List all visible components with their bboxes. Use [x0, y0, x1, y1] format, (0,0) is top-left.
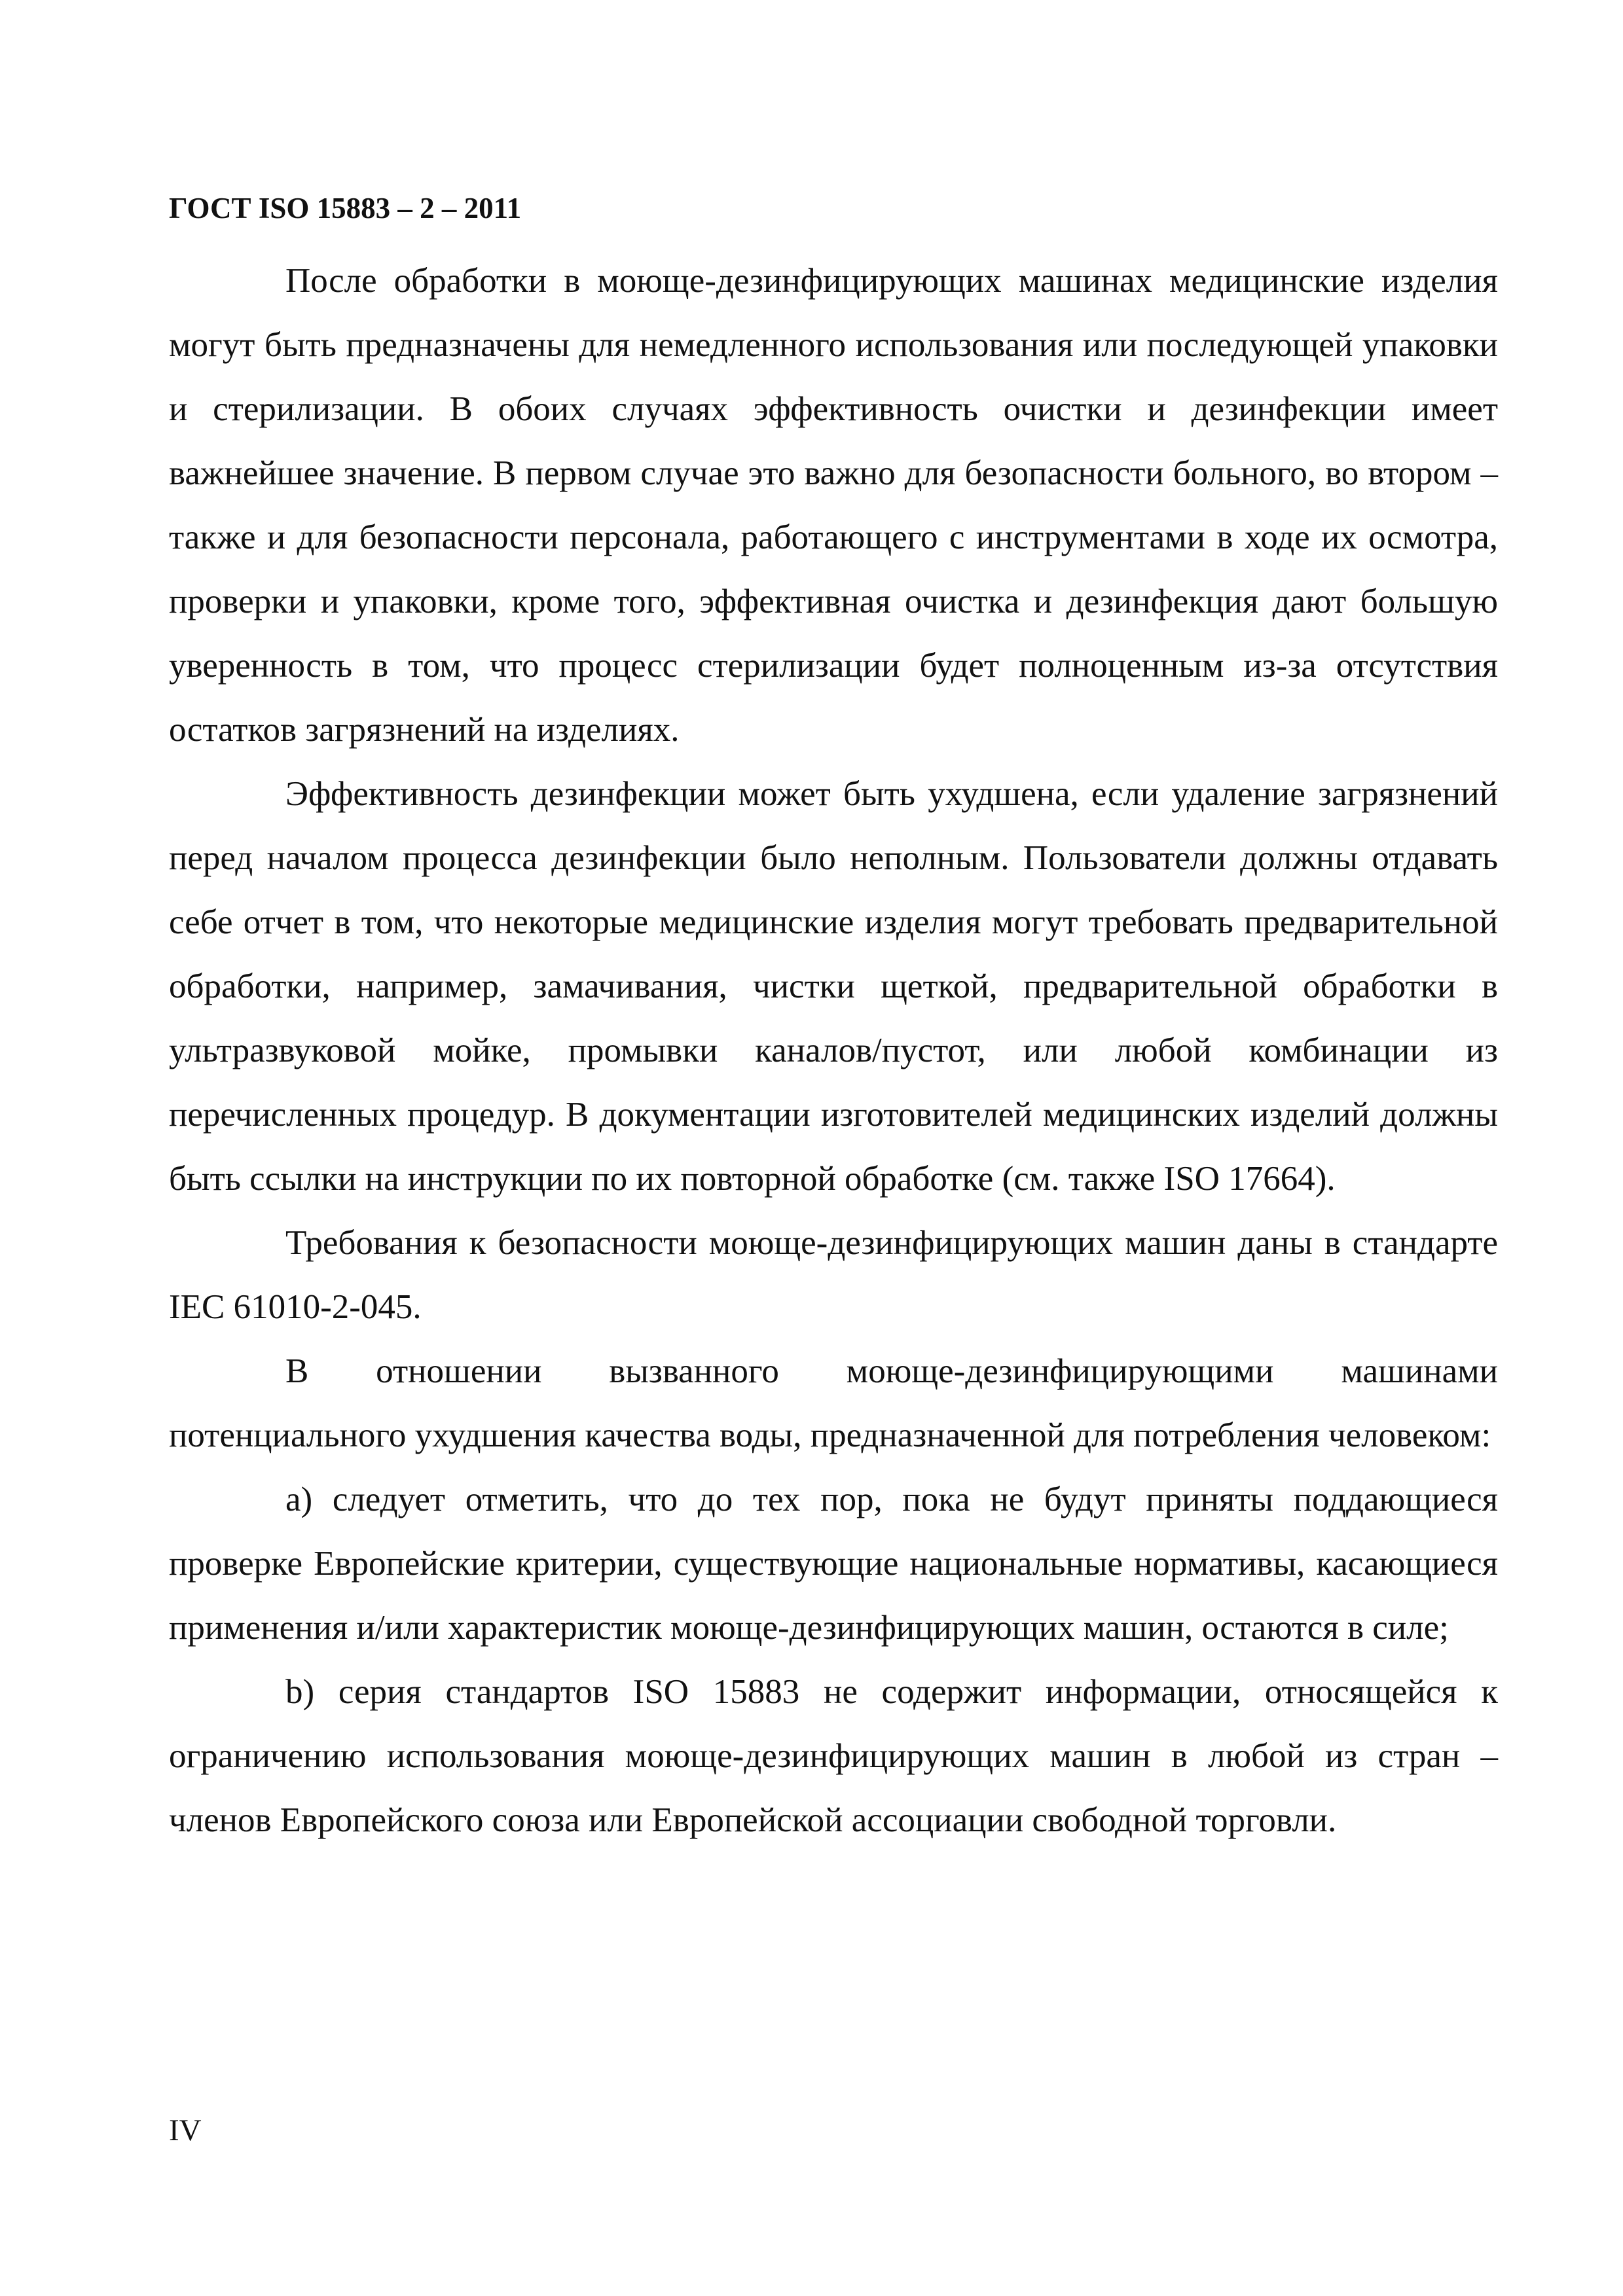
paragraph-safety-requirements: Требования к безопасности моюще-дезинфицирующих машин даны в стандарте IEC 61010-2-045. — [169, 1224, 1498, 1326]
standard-header: ГОСТ ISO 15883 – 2 – 2011 — [169, 192, 522, 224]
document-body — [169, 249, 1498, 1852]
list-item-b: b) серия стандартов ISO 15883 не содержит информации, относящейся к ограничению использования моюще-дезинфицирующих машин в любой из стран – членов Европейского союза или Европейской ассоциации свободной торговли. — [169, 1673, 1498, 1839]
list-item-a: а) следует отметить, что до тех пор, пока не будут приняты поддающиеся проверке Европейские критерии, существующие национальные нормативы, касающиеся применения и/или характеристик моюще-дезинфицирующих машин, остаются в силе; — [169, 1480, 1498, 1647]
paragraph-water-quality: В отношении вызванного моюще-дезинфицирующими машинами потенциального ухудшения качества воды, предназначенной для потребления человеком: — [169, 1352, 1498, 1454]
page-number: IV — [169, 2113, 202, 2147]
paragraph-disinfection-efficiency: Эффективность дезинфекции может быть ухудшена, если удаление загрязнений перед началом процесса дезинфекции было неполным. Пользователи должны отдавать себе отчет в том, что некоторые медицинские изделия могут требовать предварительной обработки, например, замачивания, чистки щеткой, предварительной обработки в ультразвуковой мойке, промывки каналов/пустот, или любой комбинации из перечисленных процедур. В документации изготовителей медицинских изделий должны быть ссылки на инструкции по их повторной обработке (см. также ISO 17664). — [169, 775, 1498, 1198]
paragraph-processing-purpose: После обработки в моюще-дезинфицирующих машинах медицинские изделия могут быть предназначены для немедленного использования или последующей упаковки и стерилизации. В обоих случаях эффективность очистки и дезинфекции имеет важнейшее значение. В первом случае это важно для безопасности больного, во втором – также и для безопасности персонала, работающего с инструментами в ходе их осмотра, проверки и упаковки, кроме того, эффективная очистка и дезинфекция дают большую уверенность в том, что процесс стерилизации будет полноценным из-за отсутствия остатков загрязнений на изделиях. — [169, 262, 1498, 749]
